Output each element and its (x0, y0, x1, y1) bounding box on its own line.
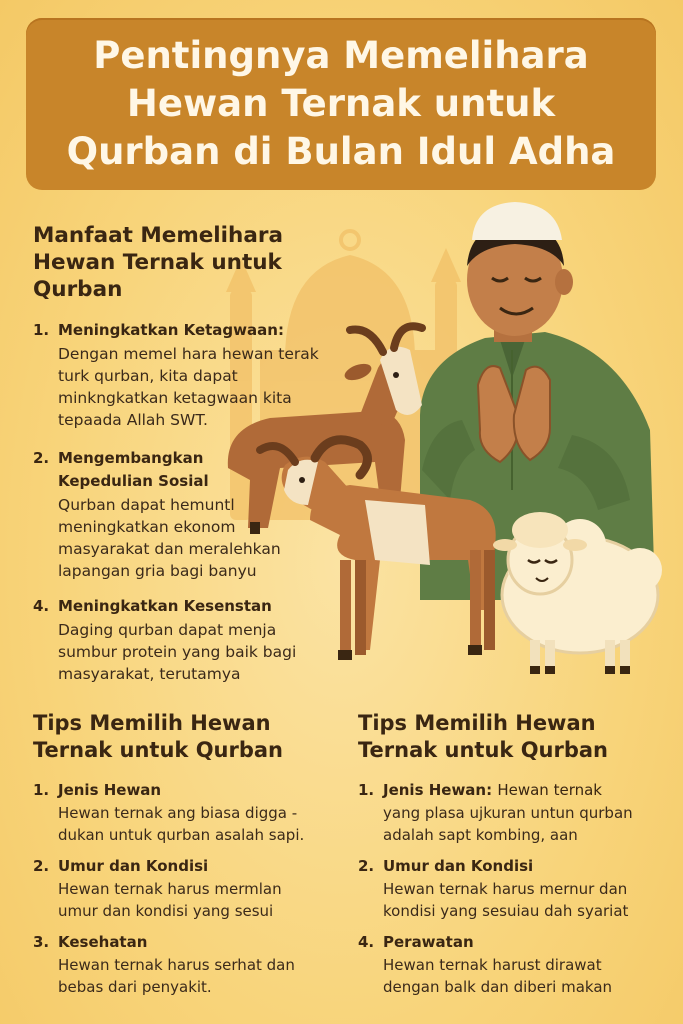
item-body (383, 802, 633, 846)
item-number: 2. (33, 857, 50, 875)
item-body-line: kondisi yang sesuiau dah syariat (383, 902, 629, 920)
manfaat-title (33, 222, 283, 303)
item-body-line: Hewan ternak ang biasa digga - (58, 804, 298, 822)
item-heading: Meningkatkan Ketagwaan: (58, 321, 284, 339)
page-title (26, 18, 656, 176)
tips-left-title-line: Ternak untuk Qurban (33, 738, 284, 762)
item-body-line: yang plasa ujkuran untun qurban (383, 804, 633, 822)
item-body-line: umur dan kondisi yang sesui (58, 902, 274, 920)
item-body (58, 878, 282, 922)
manfaat-title-line: Hewan Ternak untuk (33, 250, 282, 275)
item-heading: Umur dan Kondisi (383, 857, 534, 875)
item-body (58, 619, 296, 685)
item-body (58, 954, 295, 998)
title-banner (26, 18, 656, 190)
item-body-line: Hewan ternak harus serhat dan (58, 956, 295, 974)
item-number: 1. (33, 781, 50, 799)
item-heading (383, 780, 602, 801)
item-body-line: meningkatkan ekonom (58, 518, 236, 536)
item-body-line: bebas dari penyakit. (58, 978, 212, 996)
item-body-line: Daging qurban dapat menja (58, 621, 277, 639)
item-number: 4. (358, 933, 375, 951)
item-number: 2. (358, 857, 375, 875)
item-body (58, 343, 319, 431)
item-heading-text: Jenis Hewan: (383, 781, 493, 799)
item-body-line: Hewan ternak harus mermlan (58, 880, 282, 898)
item-body-line: lapangan gria bagi banyu (58, 562, 257, 580)
item-body-line: minkngkatkan ketagwaan kita (58, 389, 292, 407)
tips-right-title-line: Tips Memilih Hewan (358, 711, 596, 735)
item-body-line: masyarakat dan meralehkan (58, 540, 281, 558)
item-body-line: tepaada Allah SWT. (58, 411, 208, 429)
item-body-line: adalah sapt kombing, aan (383, 826, 578, 844)
item-body-line: Hewan ternak harus mernur dan (383, 880, 628, 898)
item-heading: Kesehatan (58, 933, 148, 951)
item-heading: Mengembangkan (58, 449, 204, 467)
item-heading: Kepedulian Sosial (58, 472, 209, 490)
item-number: 4. (33, 597, 50, 615)
item-number: 1. (358, 781, 375, 799)
item-body-line: dengan balk dan diberi makan (383, 978, 613, 996)
item-body-line: Dengan memel hara hewan terak (58, 345, 319, 363)
item-number: 2. (33, 449, 50, 467)
item-number: 1. (33, 321, 50, 339)
manfaat-title-line: Manfaat Memelihara (33, 223, 283, 248)
item-body-line: turk qurban, kita dapat (58, 367, 238, 385)
manfaat-title-line: Qurban (33, 277, 123, 302)
title-line: Hewan Ternak untuk (126, 82, 556, 125)
item-heading: Umur dan Kondisi (58, 857, 209, 875)
tips-right-title-line: Ternak untuk Qurban (358, 738, 609, 762)
item-body (58, 802, 304, 846)
item-body-line: dukan untuk qurban asalah sapi. (58, 826, 305, 844)
item-heading: Jenis Hewan (58, 781, 162, 799)
item-body (383, 954, 612, 998)
item-heading: Meningkatkan Kesenstan (58, 597, 272, 615)
title-line: Pentingnya Memelihara (93, 34, 589, 77)
item-body-line: sumbur protein yang baik bagi (58, 643, 297, 661)
item-heading: Perawatan (383, 933, 474, 951)
item-body-line: masyarakat, terutamya (58, 665, 241, 683)
item-body-line: Qurban dapat hemuntl (58, 496, 235, 514)
item-body-line: Hewan ternak harust dirawat (383, 956, 602, 974)
tips-left-title-line: Tips Memilih Hewan (33, 711, 271, 735)
item-body (383, 878, 628, 922)
item-inline-text: Hewan ternak (497, 781, 602, 799)
tips-left-title (33, 710, 283, 764)
item-number: 3. (33, 933, 50, 951)
item-body (58, 494, 281, 582)
tips-right-title (358, 710, 608, 764)
title-line: Qurban di Bulan Idul Adha (66, 130, 616, 173)
